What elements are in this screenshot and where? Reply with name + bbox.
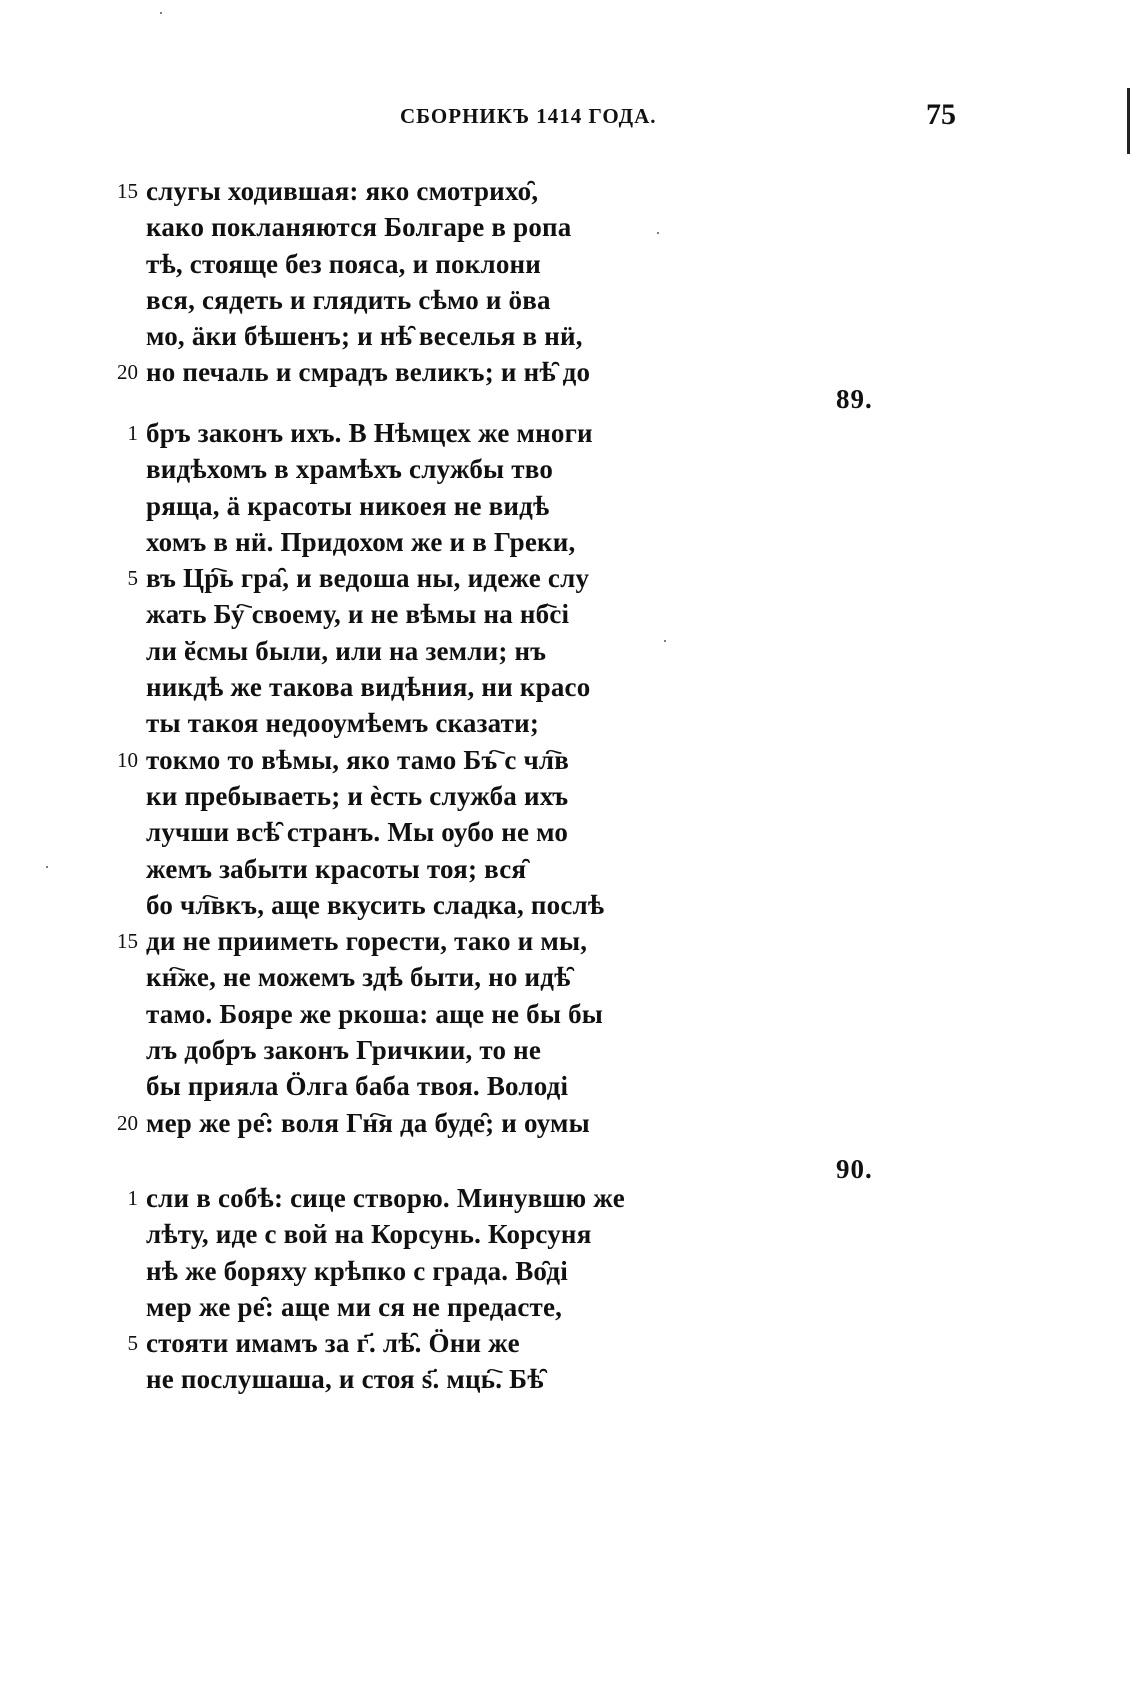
text-line [0,354,1140,390]
section-number: 89. [836,384,873,414]
line-number: 1 [127,421,138,445]
running-title: СБОРНИКЪ 1414 ГОДА. [400,104,657,128]
line-text: бръ законъ ихъ. В Нѣмцех же многи [146,418,593,448]
line-number: 1 [127,1186,138,1210]
text-line [0,996,1140,1032]
text-line [0,560,1140,596]
text-line [0,246,1140,282]
text-line [0,851,1140,887]
line-text: жемъ забыти красоты тоя; вся̑ [146,853,527,884]
section-number: 90. [836,1154,873,1184]
text-line [0,742,1140,778]
text-line [0,923,1140,959]
line-text: но печаль и смрадъ великъ; и нѣ̑ до [146,357,591,388]
text-line [0,451,1140,487]
text-line [0,596,1140,632]
text-line [0,1253,1140,1289]
line-text: сли в собѣ: сице створю. Минувшю же [146,1183,625,1213]
line-text: тамо. Бояре же ркоша: аще не бы бы [146,998,604,1029]
text-block-2 [0,415,1140,1141]
line-number: 10 [117,747,138,772]
line-text: лучши всѣ̑ странъ. Мы оубо не мо [146,817,569,848]
line-text: ты такоя недооумѣемъ сказати; [146,708,540,739]
text-line [0,778,1140,814]
text-line [0,318,1140,354]
text-line [0,669,1140,705]
line-text: бы прияла Ӧлга баба твоя. Володі [146,1071,569,1102]
text-line [0,209,1140,245]
line-text: тѣ, стояще без пояса, и поклони [146,248,542,279]
line-number: 5 [127,566,138,591]
line-text: стояти имамъ за г҃. лѣ̑. Ӧни же [146,1328,520,1359]
text-line [0,524,1140,560]
text-line [0,282,1140,318]
margin-rule [1127,88,1130,154]
line-text: не послушаша, и стоя ѕ҃. мць҇. Бѣ̑ [146,1364,544,1395]
line-text: кн҇же, не можемъ здѣ быти, но идѣ̑ [146,962,571,993]
page-number: 75 [926,98,956,131]
line-text: токмо то вѣмы, яко тамо Бъ҇ с чл҇в [146,744,570,775]
line-text: нѣ же боряху крѣпко с града. Во̑ді [146,1255,568,1286]
line-text: ли ӗсмы были, или на земли; нъ [146,635,547,666]
line-number: 20 [117,360,138,385]
line-text: лъ добръ законъ Гричкии, то не [146,1035,542,1066]
text-line [0,1289,1140,1325]
line-text: ряща, ӓ красоты никоея не видѣ [146,490,550,521]
text-line [0,1032,1140,1068]
text-line [0,1325,1140,1361]
text-line [0,415,1140,451]
text-block-3 [0,1180,1140,1398]
line-text: хомъ в нӥ. Придохом же и в Греки, [146,526,576,557]
text-line [0,959,1140,995]
line-number: 20 [117,1110,138,1135]
line-text: мо, ӓки бѣшенъ; и нѣ̑ веселья в нӥ, [146,321,583,352]
text-line [0,633,1140,669]
text-line [0,1105,1140,1141]
line-text: ки пребываеть; и ѐсть служба ихъ [146,780,569,811]
text-line [0,814,1140,850]
line-text: како покланяются Болгаре в ропа [146,212,572,243]
text-line [0,488,1140,524]
line-number: 15 [117,929,138,954]
print-speck [160,12,162,14]
line-text: жать Бу҇ своему, и не вѣмы на нб҇сі [146,599,570,630]
line-number: 15 [117,179,138,203]
line-text: вся, сядеть и глядить сѣмо и ӧва [146,284,551,315]
text-line [0,1068,1140,1104]
text-line [0,887,1140,923]
page-header [0,98,1140,144]
text-line [0,705,1140,741]
line-text: слугы ходившая: яко смотрихо̑, [146,176,539,206]
text-line [0,1180,1140,1216]
text-line [0,1216,1140,1252]
line-text: видѣхомъ в храмѣхъ службы тво [146,454,554,485]
text-line [0,1361,1140,1397]
text-block-1 [0,173,1140,391]
line-text: ди не прииметь горести, тако и мы, [146,926,588,957]
line-text: бо чл҇вкъ, аще вкусить сладка, послѣ [146,889,605,920]
line-text: мер же ре̑: воля Гн҇я да буде̑; и оумы [146,1107,590,1138]
line-text: никдѣ же такова видѣния, ни красо [146,672,591,703]
line-number: 5 [127,1331,138,1356]
line-text: въ Цр҇ь гра̑, и ведоша ны, идеже слу [146,563,590,594]
line-text: лѣту, иде с вой на Корсунь. Корсуня [146,1219,592,1250]
line-text: мер же ре̑: аще ми ся не предасте, [146,1291,563,1322]
text-line [0,173,1140,209]
